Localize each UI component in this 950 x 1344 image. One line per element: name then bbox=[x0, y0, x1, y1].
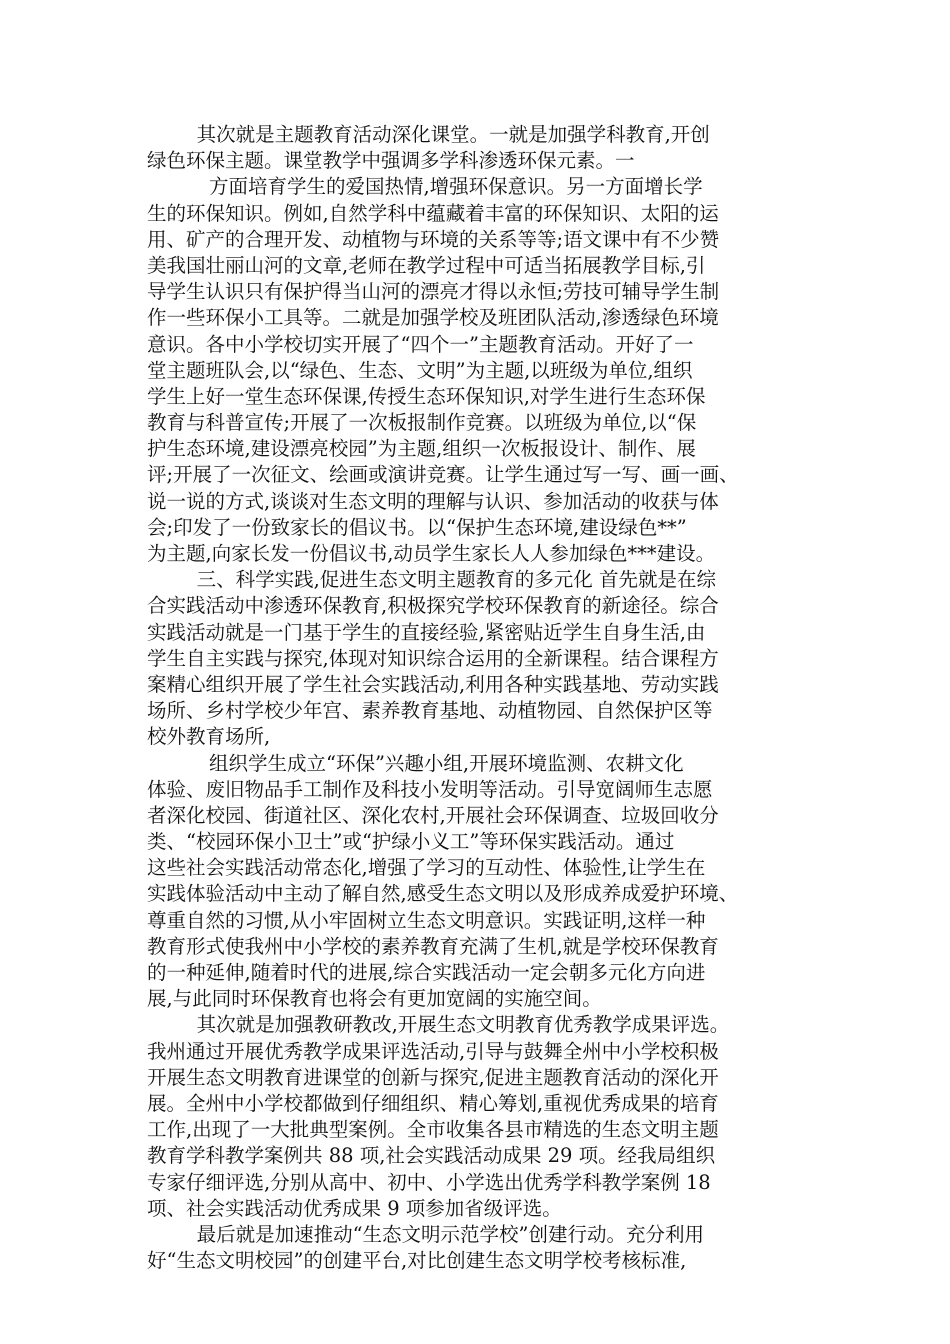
text-line: 导学生认识只有保护得当山河的漂亮才得以永恒;劳技可辅导学生制 bbox=[147, 280, 720, 304]
text-line: 专家仔细评选,分别从高中、初中、小学选出优秀学科教学案例 18 bbox=[147, 1170, 711, 1194]
text-line: 校外教育场所, bbox=[147, 725, 271, 749]
text-line: 合实践活动中渗透环保教育,积极探究学校环保教育的新途径。综合 bbox=[147, 594, 719, 618]
text-line: 其次就是主题教育活动深化课堂。一就是加强学科教育,开创 bbox=[147, 123, 710, 146]
text-line: 展,与此同时环保教育也将会有更加宽阔的实施空间。 bbox=[147, 987, 602, 1011]
text-line: 堂主题班队会,以“绿色、生态、文明”为主题,以班级为单位,组织 bbox=[147, 358, 693, 382]
text-line: 说一说的方式,谈谈对生态文明的理解与认识、参加活动的收获与体 bbox=[147, 489, 719, 513]
text-line: 三、科学实践,促进生态文明主题教育的多元化 首先就是在综 bbox=[147, 568, 716, 592]
text-line: 体验、废旧物品手工制作及科技小发明等活动。引导宽阔师生志愿 bbox=[147, 777, 713, 801]
text-line: 项、社会实践活动优秀成果 9 项参加省级评选。 bbox=[147, 1196, 562, 1220]
text-line: 护生态环境,建设漂亮校园”为主题,组织一次板报设计、制作、展 bbox=[147, 437, 696, 461]
text-line: 组织学生成立“环保”兴趣小组,开展环境监测、农耕文化 bbox=[147, 751, 684, 775]
text-line: 意识。各中小学校切实开展了“四个一”主题教育活动。开好了一 bbox=[147, 332, 694, 356]
text-line: 美我国壮丽山河的文章,老师在教学过程中可适当拓展教学目标,引 bbox=[147, 253, 706, 277]
text-line: 会;印发了一份致家长的倡议书。以“保护生态环境,建设绿色**” bbox=[147, 515, 687, 539]
text-line: 教育与科普宣传;开展了一次板报制作竞赛。以班级为单位,以“保 bbox=[147, 411, 697, 435]
text-line: 类、“校园环保小卫士”或“护绿小义工”等环保实践活动。通过 bbox=[147, 830, 675, 854]
text-line: 我州通过开展优秀教学成果评选活动,引导与鼓舞全州中小学校积极 bbox=[147, 1039, 719, 1063]
text-line: 开展生态文明教育进课堂的创新与探究,促进主题教育活动的深化开 bbox=[147, 1065, 719, 1089]
text-line: 的一种延伸,随着时代的进展,综合实践活动一定会朝多元化方向进 bbox=[147, 961, 706, 984]
text-line: 其次就是加强教研教改,开展生态文明教育优秀教学成果评选。 bbox=[147, 1013, 730, 1037]
text-line: 生的环保知识。例如,自然学科中蕴藏着丰富的环保知识、太阳的运 bbox=[147, 201, 719, 225]
text-line: 这些社会实践活动常态化,增强了学习的互动性、体验性,让学生在 bbox=[147, 856, 706, 880]
text-line: 最后就是加速推动“生态文明示范学校”创建行动。充分利用 bbox=[147, 1222, 705, 1246]
body-text bbox=[147, 122, 817, 1274]
text-line: 案精心组织开展了学生社会实践活动,利用各种实践基地、劳动实践 bbox=[147, 672, 719, 696]
text-line: 者深化校园、街道社区、深化农村,开展社会环保调查、垃圾回收分 bbox=[147, 803, 719, 827]
text-line: 尊重自然的习惯,从小牢固树立生态文明意识。实践证明,这样一种 bbox=[147, 908, 706, 932]
text-line: 实践体验活动中主动了解自然,感受生态文明以及形成养成爱护环境、 bbox=[147, 882, 739, 906]
text-line: 实践活动就是一门基于学生的直接经验,紧密贴近学生自身生活,由 bbox=[147, 620, 706, 644]
text-line: 工作,出现了一大批典型案例。全市收集各县市精选的生态文明主题 bbox=[147, 1118, 719, 1142]
text-line: 绿色环保主题。课堂教学中强调多学科渗透环保元素。一 bbox=[147, 149, 635, 173]
text-line: 教育学科教学案例共 88 项,社会实践活动成果 29 项。经我局组织 bbox=[147, 1144, 716, 1168]
text-line: 作一些环保小工具等。二就是加强学校及班团队活动,渗透绿色环境 bbox=[147, 306, 719, 330]
text-line: 好“生态文明校园”的创建平台,对比创建生态文明学校考核标准, bbox=[147, 1249, 687, 1273]
text-line: 展。全州中小学校都做到仔细组织、精心筹划,重视优秀成果的培育 bbox=[147, 1091, 719, 1115]
text-line: 为主题,向家长发一份倡议书,动员学生家长人人参加绿色***建设。 bbox=[147, 542, 716, 565]
text-line: 用、矿产的合理开发、动植物与环境的关系等等;语文课中有不少赞 bbox=[147, 227, 720, 251]
text-line: 场所、乡村学校少年宫、素养教育基地、动植物园、自然保护区等 bbox=[147, 699, 713, 723]
text-line: 教育形式使我州中小学校的素养教育充满了生机,就是学校环保教育 bbox=[147, 934, 719, 958]
text-line: 方面培育学生的爱国热情,增强环保意识。另一方面增长学 bbox=[147, 175, 703, 199]
text-line: 学生上好一堂生态环保课,传授生态环保知识,对学生进行生态环保 bbox=[147, 384, 706, 408]
text-line: 评;开展了一次征文、绘画或演讲竞赛。让学生通过写一写、画一画、 bbox=[147, 463, 739, 487]
text-line: 学生自主实践与探究,体现对知识综合运用的全新课程。结合课程方 bbox=[147, 646, 719, 670]
